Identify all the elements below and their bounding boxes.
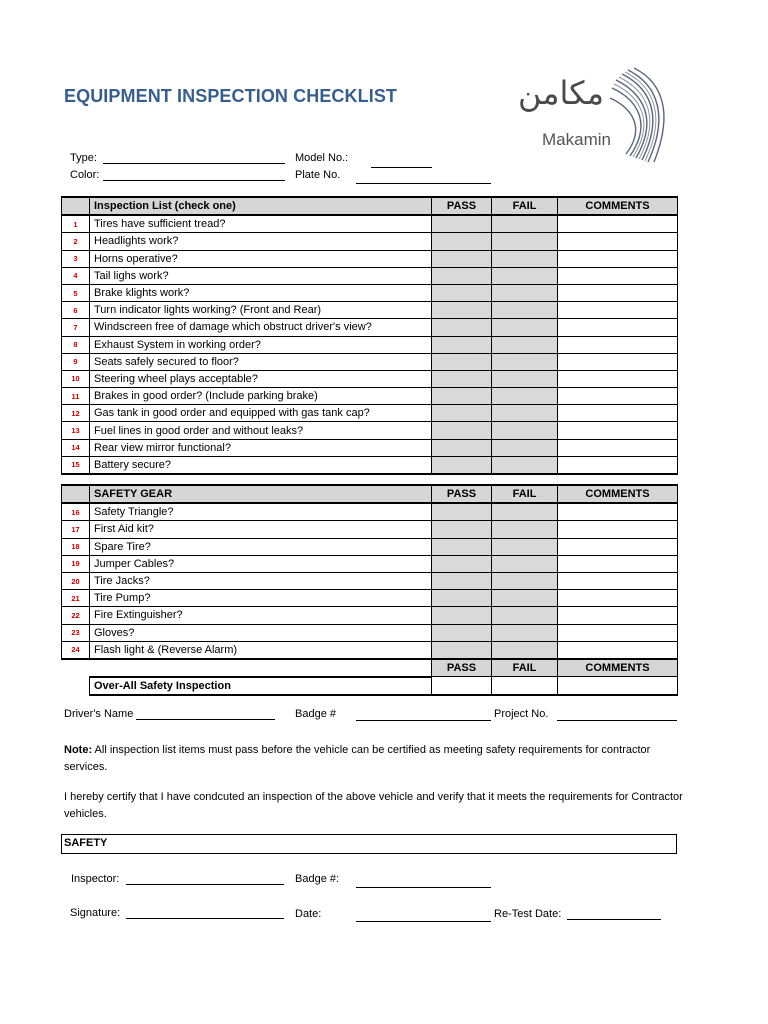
safety_gear-item-number: 19 xyxy=(62,555,90,572)
inspection-list-header: Inspection List (check one) xyxy=(90,197,432,215)
inspection-row xyxy=(62,215,678,233)
pass-checkbox-cell[interactable] xyxy=(432,370,492,387)
note-text: All inspection list items must pass before the vehicle can be certified as meeting safety requirements for contractor services. xyxy=(64,744,651,773)
safety_gear-item-text: Fire Extinguisher? xyxy=(90,607,432,624)
date-label: Date: xyxy=(295,908,322,920)
pass-checkbox-cell[interactable] xyxy=(432,607,492,624)
fail-checkbox-cell[interactable] xyxy=(492,284,558,301)
safety_gear-item-number: 22 xyxy=(62,607,90,624)
comments-cell[interactable] xyxy=(558,336,678,353)
comments-header: COMMENTS xyxy=(558,485,678,503)
inspection-row xyxy=(62,422,678,439)
fail-checkbox-cell[interactable] xyxy=(492,641,558,659)
pass-checkbox-cell[interactable] xyxy=(432,641,492,659)
fail-checkbox-cell[interactable] xyxy=(492,607,558,624)
inspection-row xyxy=(62,319,678,336)
inspection-item-text: Horns operative? xyxy=(90,250,432,267)
comments-cell[interactable] xyxy=(558,250,678,267)
driver-name-label: Driver's Name xyxy=(64,708,134,720)
inspection-row xyxy=(62,405,678,422)
inspection-header-row xyxy=(62,197,678,215)
pass-checkbox-cell[interactable] xyxy=(432,503,492,521)
safety_gear-item-text: Gloves? xyxy=(90,624,432,641)
comments-cell[interactable] xyxy=(558,607,678,624)
fail-checkbox-cell[interactable] xyxy=(492,319,558,336)
overall-row xyxy=(90,677,678,695)
inspection-row xyxy=(62,388,678,405)
pass-checkbox-cell[interactable] xyxy=(432,302,492,319)
pass-header: PASS xyxy=(432,197,492,215)
comments-cell[interactable] xyxy=(558,624,678,641)
fail-checkbox-cell[interactable] xyxy=(492,267,558,284)
inspection-item-text: Exhaust System in working order? xyxy=(90,336,432,353)
inspection-row xyxy=(62,353,678,370)
note-label: Note: xyxy=(64,744,93,756)
plate-label: Plate No. xyxy=(295,169,341,181)
safety_gear-item-number: 21 xyxy=(62,590,90,607)
fail-checkbox-cell[interactable] xyxy=(492,624,558,641)
signoff-badge-field[interactable] xyxy=(356,887,491,888)
overall-label: Over-All Safety Inspection xyxy=(90,677,432,695)
pass-checkbox-cell[interactable] xyxy=(432,590,492,607)
overall-comments-cell[interactable] xyxy=(558,677,678,695)
comments-cell[interactable] xyxy=(558,284,678,301)
color-field[interactable] xyxy=(103,180,285,181)
pass-checkbox-cell[interactable] xyxy=(432,572,492,589)
pass-checkbox-cell[interactable] xyxy=(432,353,492,370)
fail-checkbox-cell[interactable] xyxy=(492,215,558,233)
inspection-item-number: 5 xyxy=(62,284,90,301)
fail-checkbox-cell[interactable] xyxy=(492,302,558,319)
comments-cell[interactable] xyxy=(558,572,678,589)
pass-checkbox-cell[interactable] xyxy=(432,405,492,422)
safety_gear-item-text: Flash light & (Reverse Alarm) xyxy=(90,641,432,659)
comments-cell[interactable] xyxy=(558,641,678,659)
header-blank xyxy=(62,485,90,503)
inspection-item-number: 4 xyxy=(62,267,90,284)
safety_gear-item-number: 20 xyxy=(62,572,90,589)
inspection-item-number: 15 xyxy=(62,456,90,474)
plate-field[interactable] xyxy=(356,183,491,184)
pass-checkbox-cell[interactable] xyxy=(432,233,492,250)
comments-cell[interactable] xyxy=(558,302,678,319)
inspection-item-number: 11 xyxy=(62,388,90,405)
safety-section-box xyxy=(61,834,677,854)
inspection-row xyxy=(62,250,678,267)
safety_gear-item-number: 16 xyxy=(62,503,90,521)
overall-pass-header: PASS xyxy=(432,659,492,677)
inspector-field[interactable] xyxy=(126,884,284,885)
inspection-item-number: 12 xyxy=(62,405,90,422)
inspection-item-number: 14 xyxy=(62,439,90,456)
safety_gear-row xyxy=(62,572,678,589)
logo-swoosh-icon xyxy=(608,66,678,166)
retest-date-label: Re-Test Date: xyxy=(494,908,562,920)
comments-cell[interactable] xyxy=(558,267,678,284)
inspection-item-text: Turn indicator lights working? (Front and Rear) xyxy=(90,302,432,319)
safety_gear-row xyxy=(62,503,678,521)
inspection-item-text: Brakes in good order? (Include parking brake) xyxy=(90,388,432,405)
inspection-item-text: Windscreen free of damage which obstruct driver's view? xyxy=(90,319,432,336)
safety_gear-item-text: Tire Jacks? xyxy=(90,572,432,589)
comments-cell[interactable] xyxy=(558,233,678,250)
pass-checkbox-cell[interactable] xyxy=(432,624,492,641)
pass-checkbox-cell[interactable] xyxy=(432,267,492,284)
fail-checkbox-cell[interactable] xyxy=(492,336,558,353)
comments-cell[interactable] xyxy=(558,590,678,607)
pass-checkbox-cell[interactable] xyxy=(432,521,492,538)
inspection-item-text: Battery secure? xyxy=(90,456,432,474)
fail-checkbox-cell[interactable] xyxy=(492,538,558,555)
overall-comments-header: COMMENTS xyxy=(558,659,678,677)
fail-checkbox-cell[interactable] xyxy=(492,422,558,439)
safety-gear-header-row xyxy=(62,485,678,503)
pass-checkbox-cell[interactable] xyxy=(432,250,492,267)
comments-cell[interactable] xyxy=(558,538,678,555)
inspection-item-number: 9 xyxy=(62,353,90,370)
header-blank xyxy=(62,197,90,215)
pass-checkbox-cell[interactable] xyxy=(432,422,492,439)
comments-cell[interactable] xyxy=(558,503,678,521)
date-field[interactable] xyxy=(356,921,491,922)
safety_gear-item-text: Spare Tire? xyxy=(90,538,432,555)
makamin-logo xyxy=(512,66,672,170)
overall-fail-cell[interactable] xyxy=(492,677,558,695)
overall-pass-cell[interactable] xyxy=(432,677,492,695)
fail-checkbox-cell[interactable] xyxy=(492,555,558,572)
pass-header: PASS xyxy=(432,485,492,503)
project-label: Project No. xyxy=(494,708,549,720)
comments-cell[interactable] xyxy=(558,439,678,456)
pass-checkbox-cell[interactable] xyxy=(432,215,492,233)
inspection-item-number: 2 xyxy=(62,233,90,250)
safety_gear-item-text: First Aid kit? xyxy=(90,521,432,538)
inspection-item-text: Fuel lines in good order and without leaks? xyxy=(90,422,432,439)
inspection-row xyxy=(62,233,678,250)
inspection-item-text: Seats safely secured to floor? xyxy=(90,353,432,370)
inspection-item-text: Brake klights work? xyxy=(90,284,432,301)
inspection-row xyxy=(62,267,678,284)
safety_gear-row xyxy=(62,590,678,607)
inspection-item-number: 3 xyxy=(62,250,90,267)
type-field[interactable] xyxy=(103,163,285,164)
safety_gear-item-text: Jumper Cables? xyxy=(90,555,432,572)
model-label: Model No.: xyxy=(295,152,349,164)
project-field[interactable] xyxy=(557,720,677,721)
fail-checkbox-cell[interactable] xyxy=(492,233,558,250)
logo-english-text: Makamin xyxy=(542,130,611,149)
comments-cell[interactable] xyxy=(558,405,678,422)
logo-arabic-text: مكامن xyxy=(518,74,605,112)
safety_gear-row xyxy=(62,521,678,538)
fail-checkbox-cell[interactable] xyxy=(492,590,558,607)
comments-header: COMMENTS xyxy=(558,197,678,215)
comments-cell[interactable] xyxy=(558,456,678,474)
inspection-item-text: Headlights work? xyxy=(90,233,432,250)
fail-checkbox-cell[interactable] xyxy=(492,370,558,387)
comments-cell[interactable] xyxy=(558,319,678,336)
safety_gear-item-number: 18 xyxy=(62,538,90,555)
fail-checkbox-cell[interactable] xyxy=(492,456,558,474)
safety_gear-item-number: 24 xyxy=(62,641,90,659)
pass-checkbox-cell[interactable] xyxy=(432,388,492,405)
safety_gear-row xyxy=(62,641,678,659)
inspection-item-number: 8 xyxy=(62,336,90,353)
inspection-item-number: 7 xyxy=(62,319,90,336)
pass-checkbox-cell[interactable] xyxy=(432,284,492,301)
driver-name-field[interactable] xyxy=(136,719,275,720)
inspection-item-number: 13 xyxy=(62,422,90,439)
comments-cell[interactable] xyxy=(558,370,678,387)
type-label: Type: xyxy=(70,152,97,164)
inspection-row xyxy=(62,302,678,319)
inspection-item-number: 10 xyxy=(62,370,90,387)
safety-section-title: SAFETY xyxy=(64,837,108,849)
inspection-row xyxy=(62,456,678,474)
retest-date-field[interactable] xyxy=(567,919,661,920)
safety_gear-item-number: 17 xyxy=(62,521,90,538)
badge-label: Badge # xyxy=(295,708,336,720)
fail-checkbox-cell[interactable] xyxy=(492,439,558,456)
comments-cell[interactable] xyxy=(558,521,678,538)
safety_gear-row xyxy=(62,538,678,555)
inspection-item-number: 1 xyxy=(62,215,90,233)
safety_gear-row xyxy=(62,555,678,572)
fail-checkbox-cell[interactable] xyxy=(492,405,558,422)
page-title: EQUIPMENT INSPECTION CHECKLIST xyxy=(64,86,398,106)
inspection-item-text: Rear view mirror functional? xyxy=(90,439,432,456)
overall-fail-header: FAIL xyxy=(492,659,558,677)
badge-field[interactable] xyxy=(356,720,491,721)
inspection-item-text: Tires have sufficient tread? xyxy=(90,215,432,233)
inspection-item-text: Tail lighs work? xyxy=(90,267,432,284)
overall-header-blank xyxy=(90,659,432,677)
fail-checkbox-cell[interactable] xyxy=(492,250,558,267)
signature-field[interactable] xyxy=(126,918,284,919)
overall-header-row xyxy=(90,659,678,677)
fail-checkbox-cell[interactable] xyxy=(492,353,558,370)
inspector-label: Inspector: xyxy=(71,873,120,885)
signoff-badge-label: Badge #: xyxy=(295,873,340,885)
overall-inspection-table xyxy=(89,658,678,696)
pass-checkbox-cell[interactable] xyxy=(432,555,492,572)
model-field[interactable] xyxy=(371,167,432,168)
safety_gear-item-number: 23 xyxy=(62,624,90,641)
pass-checkbox-cell[interactable] xyxy=(432,456,492,474)
fail-header: FAIL xyxy=(492,485,558,503)
fail-checkbox-cell[interactable] xyxy=(492,521,558,538)
fail-checkbox-cell[interactable] xyxy=(492,503,558,521)
safety_gear-item-text: Safety Triangle? xyxy=(90,503,432,521)
inspection-item-text: Gas tank in good order and equipped with gas tank cap? xyxy=(90,405,432,422)
comments-cell[interactable] xyxy=(558,555,678,572)
inspection-item-text: Steering wheel plays acceptable? xyxy=(90,370,432,387)
safety-gear-table xyxy=(61,484,678,660)
inspection-row xyxy=(62,439,678,456)
pass-checkbox-cell[interactable] xyxy=(432,439,492,456)
note-paragraph xyxy=(64,742,684,776)
safety-gear-header: SAFETY GEAR xyxy=(90,485,432,503)
fail-checkbox-cell[interactable] xyxy=(492,388,558,405)
inspection-row xyxy=(62,370,678,387)
safety_gear-row xyxy=(62,607,678,624)
comments-cell[interactable] xyxy=(558,422,678,439)
comments-cell[interactable] xyxy=(558,215,678,233)
inspection-table xyxy=(61,196,678,475)
pass-checkbox-cell[interactable] xyxy=(432,538,492,555)
signature-label: Signature: xyxy=(70,907,121,919)
color-label: Color: xyxy=(70,169,100,181)
safety_gear-item-text: Tire Pump? xyxy=(90,590,432,607)
safety_gear-row xyxy=(62,624,678,641)
inspection-row xyxy=(62,284,678,301)
inspection-row xyxy=(62,336,678,353)
fail-checkbox-cell[interactable] xyxy=(492,572,558,589)
comments-cell[interactable] xyxy=(558,388,678,405)
pass-checkbox-cell[interactable] xyxy=(432,319,492,336)
fail-header: FAIL xyxy=(492,197,558,215)
inspection-item-number: 6 xyxy=(62,302,90,319)
pass-checkbox-cell[interactable] xyxy=(432,336,492,353)
comments-cell[interactable] xyxy=(558,353,678,370)
certify-paragraph: I hereby certify that I have condcuted an inspection of the above vehicle and verify that it meets the requirements for Contractor vehicles. xyxy=(64,791,683,820)
